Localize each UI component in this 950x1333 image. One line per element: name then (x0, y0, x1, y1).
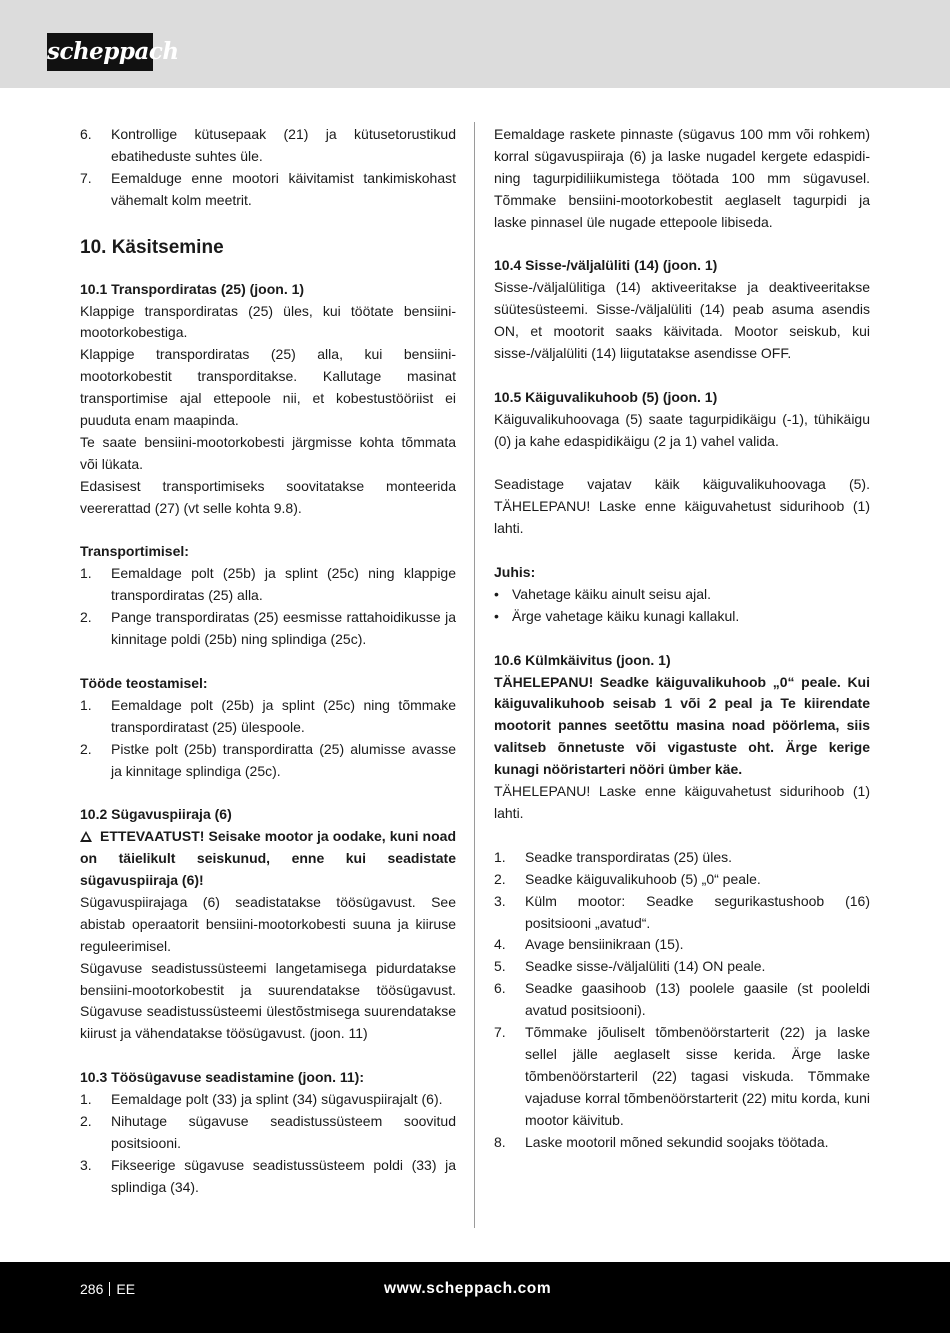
page-separator (109, 1282, 110, 1296)
right-column (494, 124, 870, 1154)
list-item: 7. Tõmmake jõuliselt tõmbenöörstarterit (22) ja laske sellel jälle aeglaselt sisse kerida. Ärge laske tõmbenöörstarteril (22) tagasi viskuda. Tõmmake vajaduse korral tõmbenöörstarterit (22) mitu korda, kuni mootor käivitub. (494, 1024, 870, 1128)
paragraph: Sügavuspiirajaga (6) seadistatakse töösügavust. See abistab operaatorit bensiini-mootorkobesti suuna ja kiiruse reguleerimisel. (80, 893, 456, 954)
heading-10-5: 10.5 Käiguvalikuhoob (5) (joon. 1) (494, 388, 718, 405)
paragraph: Klappige transpordiratas (25) alla, kui bensiini-mootorkobestit transporditakse. Kallutage masinat transportimise ajal ettepoole nii, et kobestustööriist ei puuduta enam maapinda. (80, 346, 456, 429)
list-top (80, 124, 456, 212)
list-item: 6. Seadke gaasihoob (13) poolele gaasile (st pooleldi avatud positsiooni). (494, 980, 870, 1019)
footer-bar (0, 1262, 950, 1333)
list-item: 1. Eemaldage polt (25b) ja splint (25c) ning tõmmake transpordiratast (25) ülespoole. (80, 696, 456, 735)
paragraph: Seadistage vajatav käik käiguvalikuhoovaga (5). TÄHELEPANU! Laske enne käiguvahetust sidurihoob (1) lahti. (494, 476, 870, 537)
paragraph: Edasisest transportimiseks soovitatakse monteerida veererattad (27) (vt selle kohta 9.8). (80, 477, 456, 516)
list-item: 3. Külm mootor: Seadke segurikastushoob (16) positsiooni „avatud“. (494, 892, 870, 931)
paragraph: Sügavuse seadistussüsteemi langetamisega pidurdatakse bensiini-mootorkobestit ja suurendatakse töösügavust. Sügavuse seadistussüsteemi ülestõstmisega suurendatakse kiirust ja vähendatakse töösügavust. (joon. 11) (80, 959, 456, 1042)
list-item: 3. Fikseerige sügavuse seadistussüsteem poldi (33) ja splindiga (34). (80, 1156, 456, 1195)
list-item: • Vahetage käiku ainult seisu ajal. (494, 585, 711, 602)
warning-paragraph: ETTEVAATUST! Seisake mootor ja oodake, kuni noad on täielikult seiskunud, enne kui seadistate sügavuspiiraja (6)! (80, 828, 456, 889)
warning-paragraph: TÄHELEPANU! Seadke käiguvalikuhoob „0“ peale. Kui käiguvalikuhoob seisab 1 või 2 peal ja Te kiirendate mootorit pannes seetõttu masina noad pöörlema, siis valitseb õnnetuste või vigastuste oht. Ärge kerige kunagi nööristarteri nööri ümber käe. (494, 673, 870, 778)
column-divider (474, 122, 475, 1228)
list-item: 2. Pange transpordiratas (25) eesmisse rattahoidikusse ja kinnitage poldi (25b) ning splindiga (25c). (80, 609, 456, 648)
list-item: 1. Eemaldage polt (25b) ja splint (25c) ning klappige transpordiratas (25) alla. (80, 565, 456, 604)
warning-triangle-icon (80, 831, 92, 842)
list-item: 7. Eemalduge enne mootori käivitamist tankimiskohast vähemalt kolm meetrit. (80, 169, 456, 208)
list-item: 6. Kontrollige kütusepaak (21) ja kütusetorustikud ebatiheduste suhtes üle. (80, 126, 456, 164)
paragraph: Käiguvalikuhoovaga (5) saate tagurpidikäigu (-1), tühikäigu (0) ja kahe edaspidikäigu (2 ja 1) vahel valida. (494, 410, 870, 449)
list-transport (80, 563, 456, 651)
heading-work: Tööde teostamisel: (80, 674, 208, 691)
heading-10-2: 10.2 Sügavuspiiraja (6) (80, 806, 232, 823)
heading-note: Juhis: (494, 564, 536, 581)
list-item: • Ärge vahetage käiku kunagi kallakul. (494, 607, 740, 624)
list-item: 5. Seadke sisse-/väljalüliti (14) ON peale. (494, 958, 766, 975)
list-item: 2. Seadke käiguvalikuhoob (5) „0“ peale. (494, 870, 761, 887)
heading-10-4: 10.4 Sisse-/väljalüliti (14) (joon. 1) (494, 257, 718, 274)
list-item: 2. Nihutage sügavuse seadistussüsteem soovitud positsiooni. (80, 1113, 456, 1151)
list-item: 4. Avage bensiinikraan (15). (494, 936, 684, 953)
website-link[interactable]: www.scheppach.com (384, 1280, 552, 1297)
list-item: 1. Seadke transpordiratas (25) üles. (494, 848, 732, 865)
list-cold-start (494, 847, 870, 1154)
paragraph: Sisse-/väljalülitiga (14) aktiveeritakse ja deaktiveeritakse süütesüsteemi. Sisse-/väljalüliti (14) peab asuma asendis ON, et mootorit saaks käivitada. Mootor seiskub, kui sisse-/väljalüliti (14) liigutatakse asendisse OFF. (494, 279, 870, 362)
list-item: 2. Pistke polt (25b) transpordiratta (25) alumisse avasse ja kinnitage splindiga (25c). (80, 740, 456, 779)
paragraph: TÄHELEPANU! Laske enne käiguvahetust sidurihoob (1) lahti. (494, 783, 870, 822)
heading-10-6: 10.6 Külmkäivitus (joon. 1) (494, 651, 671, 668)
list-work (80, 695, 456, 783)
scheppach-logo: scheppach (47, 33, 153, 71)
list-note (494, 584, 870, 628)
list-item: 1. Eemaldage polt (33) ja splint (34) sügavuspiirajalt (6). (80, 1091, 443, 1108)
header-bar (0, 0, 950, 88)
paragraph: Eemaldage rasketе pinnaste (sügavus 100 mm või rohkem) korral sügavuspiiraja (6) ja laske nugadel kergete edaspidi- ning tagurpidiliikumistega töötada 100 mm sügavusel. Tõmmake bensiini-mootorkobestit aeglaselt tagurpidi ja laske pinnasel üle nugade ettepoole libiseda. (494, 126, 870, 230)
heading-10-1: 10.1 Transpordiratas (25) (joon. 1) (80, 280, 305, 297)
left-column (80, 124, 456, 1199)
heading-10-3: 10.3 Töösügavuse seadistamine (joon. 11): (80, 1069, 364, 1086)
page-number: 286 EE (80, 1281, 136, 1297)
heading-transport: Transportimisel: (80, 543, 189, 560)
list-item: 8. Laske mootoril mõned sekundid soojaks töötada. (494, 1133, 829, 1150)
list-depth-setting (80, 1089, 456, 1199)
paragraph: Klappige transpordiratas (25) üles, kui töötate bensiini-mootorkobestiga. (80, 302, 456, 341)
section-title: 10. Käsitsemine (80, 236, 224, 258)
paragraph: Te saate bensiini-mootorkobesti järgmisse kohta tõmmata või lükata. (80, 433, 456, 472)
